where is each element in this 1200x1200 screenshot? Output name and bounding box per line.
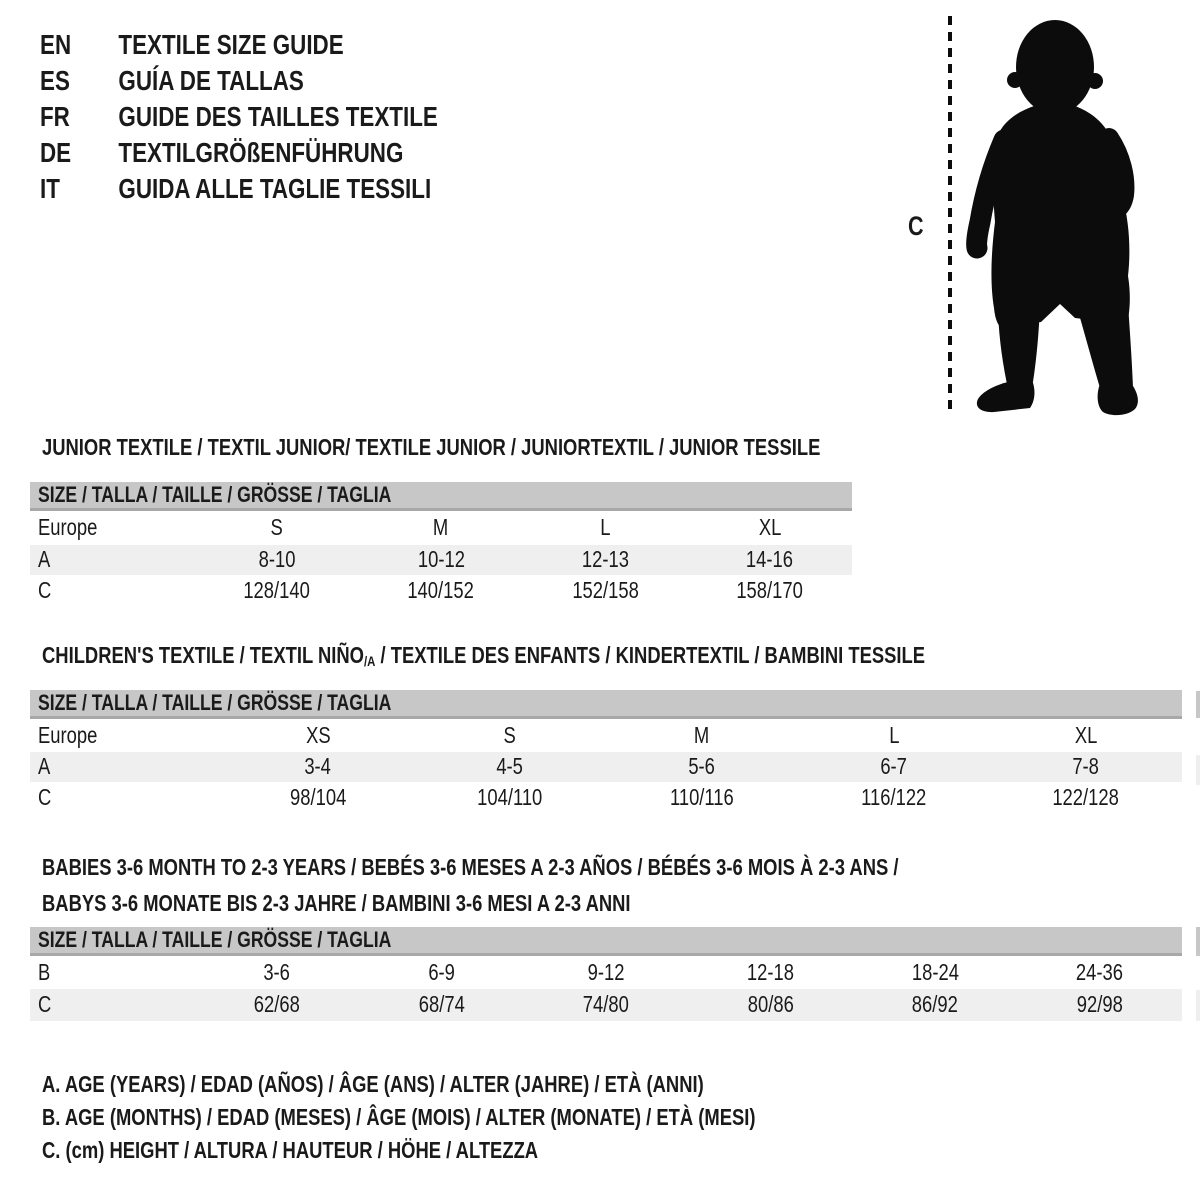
size-cell: S <box>270 514 283 541</box>
height-cell: 74/80 <box>582 991 629 1017</box>
table-header-bar <box>30 927 1182 955</box>
height-cell: 68/74 <box>418 991 465 1017</box>
row-label: C <box>38 577 52 603</box>
height-cell: 110/116 <box>670 784 734 810</box>
legend-line-b: B. AGE (MONTHS) / EDAD (MESES) / ÂGE (MOIS) / ALTER (MONATE) / ETÀ (MESI) <box>42 1104 756 1130</box>
height-cell: 122/128 <box>1052 784 1120 810</box>
height-cell: 140/152 <box>407 577 475 603</box>
height-cell: 104/110 <box>477 784 543 810</box>
lang-row-fr <box>40 99 438 135</box>
table-continuation-sliver <box>1196 990 1200 1021</box>
row-label: A <box>38 546 51 572</box>
children-title-suffix: / TEXTILE DES ENFANTS / KINDERTEXTIL / BAMBINI TESSILE <box>375 642 926 668</box>
height-cell: 128/140 <box>243 577 310 603</box>
age-months-cell: 18-24 <box>911 958 959 985</box>
height-cell: 116/122 <box>861 784 927 810</box>
babies-size-table <box>30 927 1182 1021</box>
size-cell: S <box>503 721 517 748</box>
lang-code: DE <box>40 137 72 168</box>
age-cell: 4-5 <box>496 753 524 779</box>
table-continuation-sliver <box>1196 927 1200 956</box>
junior-section-title: JUNIOR TEXTILE / TEXTIL JUNIOR/ TEXTILE JUNIOR / JUNIORTEXTIL / JUNIOR TESSILE <box>42 434 821 460</box>
lang-row-es <box>40 63 438 99</box>
guide-title: GUÍA DE TALLAS <box>118 65 304 96</box>
children-title-prefix: CHILDREN'S TEXTILE / TEXTIL NIÑO <box>42 642 364 668</box>
age-cell: 3-4 <box>304 753 332 779</box>
size-cell: XL <box>1074 721 1098 748</box>
guide-title: GUIDE DES TAILLES TEXTILE <box>118 101 438 132</box>
table-row <box>30 752 1182 782</box>
row-label: Europe <box>38 721 98 748</box>
table-row <box>30 545 852 575</box>
age-cell: 7-8 <box>1072 753 1100 779</box>
height-cell: 80/86 <box>747 991 794 1017</box>
age-cell: 10-12 <box>417 546 465 572</box>
size-header-label: SIZE / TALLA / TAILLE / GRÖSSE / TAGLIA <box>38 690 392 715</box>
legend-line-c: C. (cm) HEIGHT / ALTURA / HAUTEUR / HÖHE / ALTEZZA <box>42 1137 539 1163</box>
height-cell: 86/92 <box>912 991 959 1017</box>
table-row <box>30 718 1182 752</box>
lang-row-en <box>40 27 438 63</box>
children-section-title <box>42 642 925 669</box>
height-measure-label: C <box>908 211 924 241</box>
lang-row-de <box>40 135 438 171</box>
age-months-cell: 6-9 <box>428 958 455 985</box>
guide-title: GUIDA ALLE TAGLIE TESSILI <box>118 173 432 204</box>
lang-code: ES <box>40 65 70 96</box>
table-row <box>30 782 1182 814</box>
lang-code: EN <box>40 29 72 60</box>
height-cell: 152/158 <box>572 577 639 603</box>
size-cell: M <box>694 721 710 748</box>
table-row <box>30 510 852 545</box>
toddler-silhouette-icon <box>962 16 1144 418</box>
row-label: Europe <box>38 514 98 541</box>
table-row <box>30 989 1182 1021</box>
row-label: C <box>38 784 52 810</box>
children-title-sub: /A <box>363 654 376 670</box>
children-size-table <box>30 690 1182 814</box>
lang-row-it <box>40 171 438 207</box>
age-months-cell: 9-12 <box>587 958 625 985</box>
table-continuation-sliver <box>1196 691 1200 718</box>
age-months-cell: 12-18 <box>746 958 795 985</box>
table-continuation-sliver <box>1196 755 1200 785</box>
age-cell: 12-13 <box>581 546 629 572</box>
guide-title: TEXTILGRÖßENFÜHRUNG <box>118 137 404 168</box>
age-cell: 8-10 <box>258 546 296 572</box>
age-months-cell: 24-36 <box>1076 958 1124 985</box>
size-header-label: SIZE / TALLA / TAILLE / GRÖSSE / TAGLIA <box>38 927 392 952</box>
age-months-cell: 3-6 <box>263 958 291 985</box>
language-title-list <box>40 27 438 207</box>
table-header-bar <box>30 482 852 510</box>
size-header-label: SIZE / TALLA / TAILLE / GRÖSSE / TAGLIA <box>38 482 392 507</box>
table-row <box>30 955 1182 989</box>
height-cell: 98/104 <box>289 784 347 810</box>
babies-title-line1: BABIES 3-6 MONTH TO 2-3 YEARS / BEBÉS 3-6 MESES A 2-3 AÑOS / BÉBÉS 3-6 MOIS À 2-3 ANS / <box>42 854 899 880</box>
height-cell: 62/68 <box>253 991 300 1017</box>
height-dashed-line <box>948 16 952 416</box>
size-cell: XL <box>758 514 782 541</box>
row-label: B <box>38 958 51 985</box>
size-cell: L <box>600 514 611 541</box>
measurement-legend <box>42 1068 755 1167</box>
lang-code: FR <box>40 101 70 132</box>
height-cell: 158/170 <box>736 577 804 603</box>
guide-title: TEXTILE SIZE GUIDE <box>118 29 344 60</box>
lang-code: IT <box>40 173 60 204</box>
size-cell: M <box>433 514 449 541</box>
age-cell: 14-16 <box>746 546 794 572</box>
babies-title-line2: BABYS 3-6 MONATE BIS 2-3 JAHRE / BAMBINI 3-6 MESI A 2-3 ANNI <box>42 890 631 916</box>
size-cell: L <box>888 721 900 748</box>
table-row <box>30 575 852 607</box>
row-label: A <box>38 753 51 779</box>
age-cell: 5-6 <box>688 753 716 779</box>
size-cell: XS <box>305 721 331 748</box>
legend-line-a: A. AGE (YEARS) / EDAD (AÑOS) / ÂGE (ANS) / ALTER (JAHRE) / ETÀ (ANNI) <box>42 1071 704 1097</box>
junior-size-table <box>30 482 852 607</box>
row-label: C <box>38 991 52 1017</box>
height-cell: 92/98 <box>1076 991 1123 1017</box>
babies-section-title <box>42 849 898 921</box>
table-header-bar <box>30 690 1182 718</box>
age-cell: 6-7 <box>880 753 908 779</box>
